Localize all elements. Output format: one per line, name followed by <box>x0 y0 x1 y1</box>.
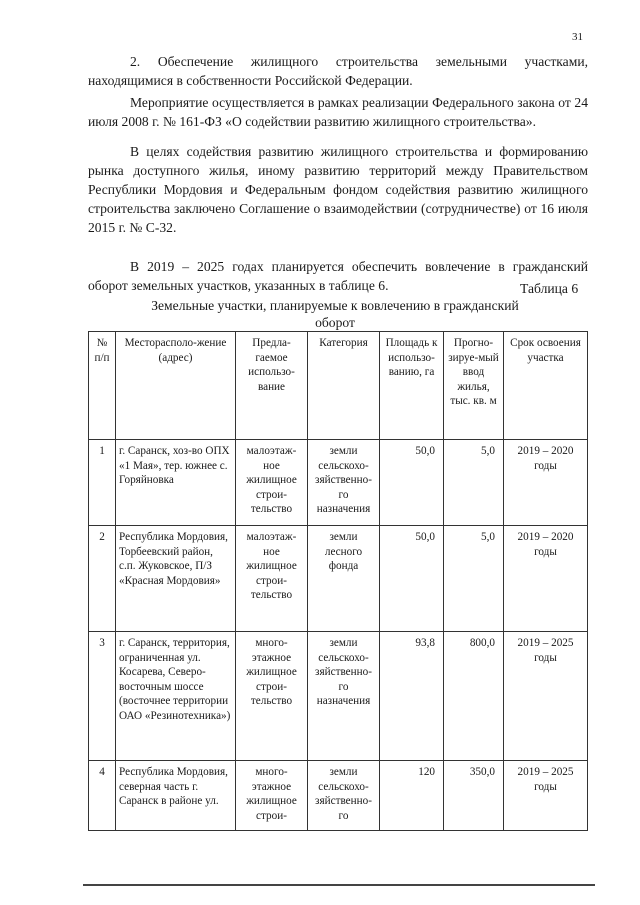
cell-use: много-этажное жилищное строи-тельство <box>236 632 308 761</box>
cell-term: 2019 – 2025 годы <box>504 761 588 831</box>
table-row <box>89 632 588 761</box>
paragraph: В целях содействия развитию жилищного строительства и формированию рынка доступного жилья, иному развитию территорий между Правительством Республики Мордовия и Федеральным фондом содействия развитию жилищного строительства заключено Соглашение о взаимодействии (сотрудничестве) от 16 июля 2015 г. № С-32. <box>88 144 588 235</box>
cell-num: 4 <box>89 761 116 831</box>
cell-use: много-этажное жилищное строи- <box>236 761 308 831</box>
cell-use: малоэтаж-ное жилищное строи-тельство <box>236 526 308 632</box>
page-number: 31 <box>572 31 583 43</box>
table-row <box>89 526 588 632</box>
cell-area: 50,0 <box>380 526 444 632</box>
cell-category: земли сельскохо-зяйственно-го назначения <box>308 440 380 526</box>
cell-term: 2019 – 2020 годы <box>504 526 588 632</box>
cell-num: 3 <box>89 632 116 761</box>
header-use: Предла-гаемое использо-вание <box>236 332 308 440</box>
cell-num: 2 <box>89 526 116 632</box>
land-plots-table <box>88 331 588 831</box>
cell-category: земли лесного фонда <box>308 526 380 632</box>
cell-area: 120 <box>380 761 444 831</box>
table-header-row <box>89 332 588 440</box>
cell-num: 1 <box>89 440 116 526</box>
cell-housing: 5,0 <box>444 526 504 632</box>
paragraph: Мероприятие осуществляется в рамках реализации Федерального закона от 24 июля 2008 г. № 161-ФЗ «О содействии развитию жилищного строительства». <box>88 95 588 129</box>
paragraph: В 2019 – 2025 годах планируется обеспечить вовлечение в гражданский оборот земельных участков, указанных в таблице 6. <box>88 259 588 293</box>
cell-area: 50,0 <box>380 440 444 526</box>
cell-location: Республика Мордовия, северная часть г. Саранск в районе ул. <box>116 761 236 831</box>
header-num: № п/п <box>89 332 116 440</box>
header-category: Категория <box>308 332 380 440</box>
cell-housing: 350,0 <box>444 761 504 831</box>
header-housing: Прогно-зируе-мый ввод жилья, тыс. кв. м <box>444 332 504 440</box>
cell-term: 2019 – 2025 годы <box>504 632 588 761</box>
header-area: Площадь к использо-ванию, га <box>380 332 444 440</box>
table-row <box>89 761 588 831</box>
paragraph: 2. Обеспечение жилищного строительства земельными участками, находящимися в собственности Российской Федерации. <box>88 54 588 88</box>
table-label: Таблица 6 <box>520 281 579 296</box>
cell-location: Республика Мордовия, Торбеевский район, с.п. Жуковское, П/З «Красная Мордовия» <box>116 526 236 632</box>
cell-use: малоэтаж-ное жилищное строи-тельство <box>236 440 308 526</box>
cell-term: 2019 – 2020 годы <box>504 440 588 526</box>
header-term: Срок освоения участка <box>504 332 588 440</box>
cell-housing: 800,0 <box>444 632 504 761</box>
cell-area: 93,8 <box>380 632 444 761</box>
table-caption: Земельные участки, планируемые к вовлечению в гражданский оборот <box>151 298 519 330</box>
cell-category: земли сельскохо-зяйственно-го <box>308 761 380 831</box>
table-row <box>89 440 588 526</box>
cell-housing: 5,0 <box>444 440 504 526</box>
cell-category: земли сельскохо-зяйственно-го назначения <box>308 632 380 761</box>
scan-edge-line <box>83 884 595 886</box>
header-location: Месторасполо-жение (адрес) <box>116 332 236 440</box>
cell-location: г. Саранск, хоз-во ОПХ «1 Мая», тер. южнее с. Горяйновка <box>116 440 236 526</box>
cell-location: г. Саранск, территория, ограниченная ул. Косарева, Северо-восточным шоссе (восточнее территории ОАО «Резинотехника») <box>116 632 236 761</box>
